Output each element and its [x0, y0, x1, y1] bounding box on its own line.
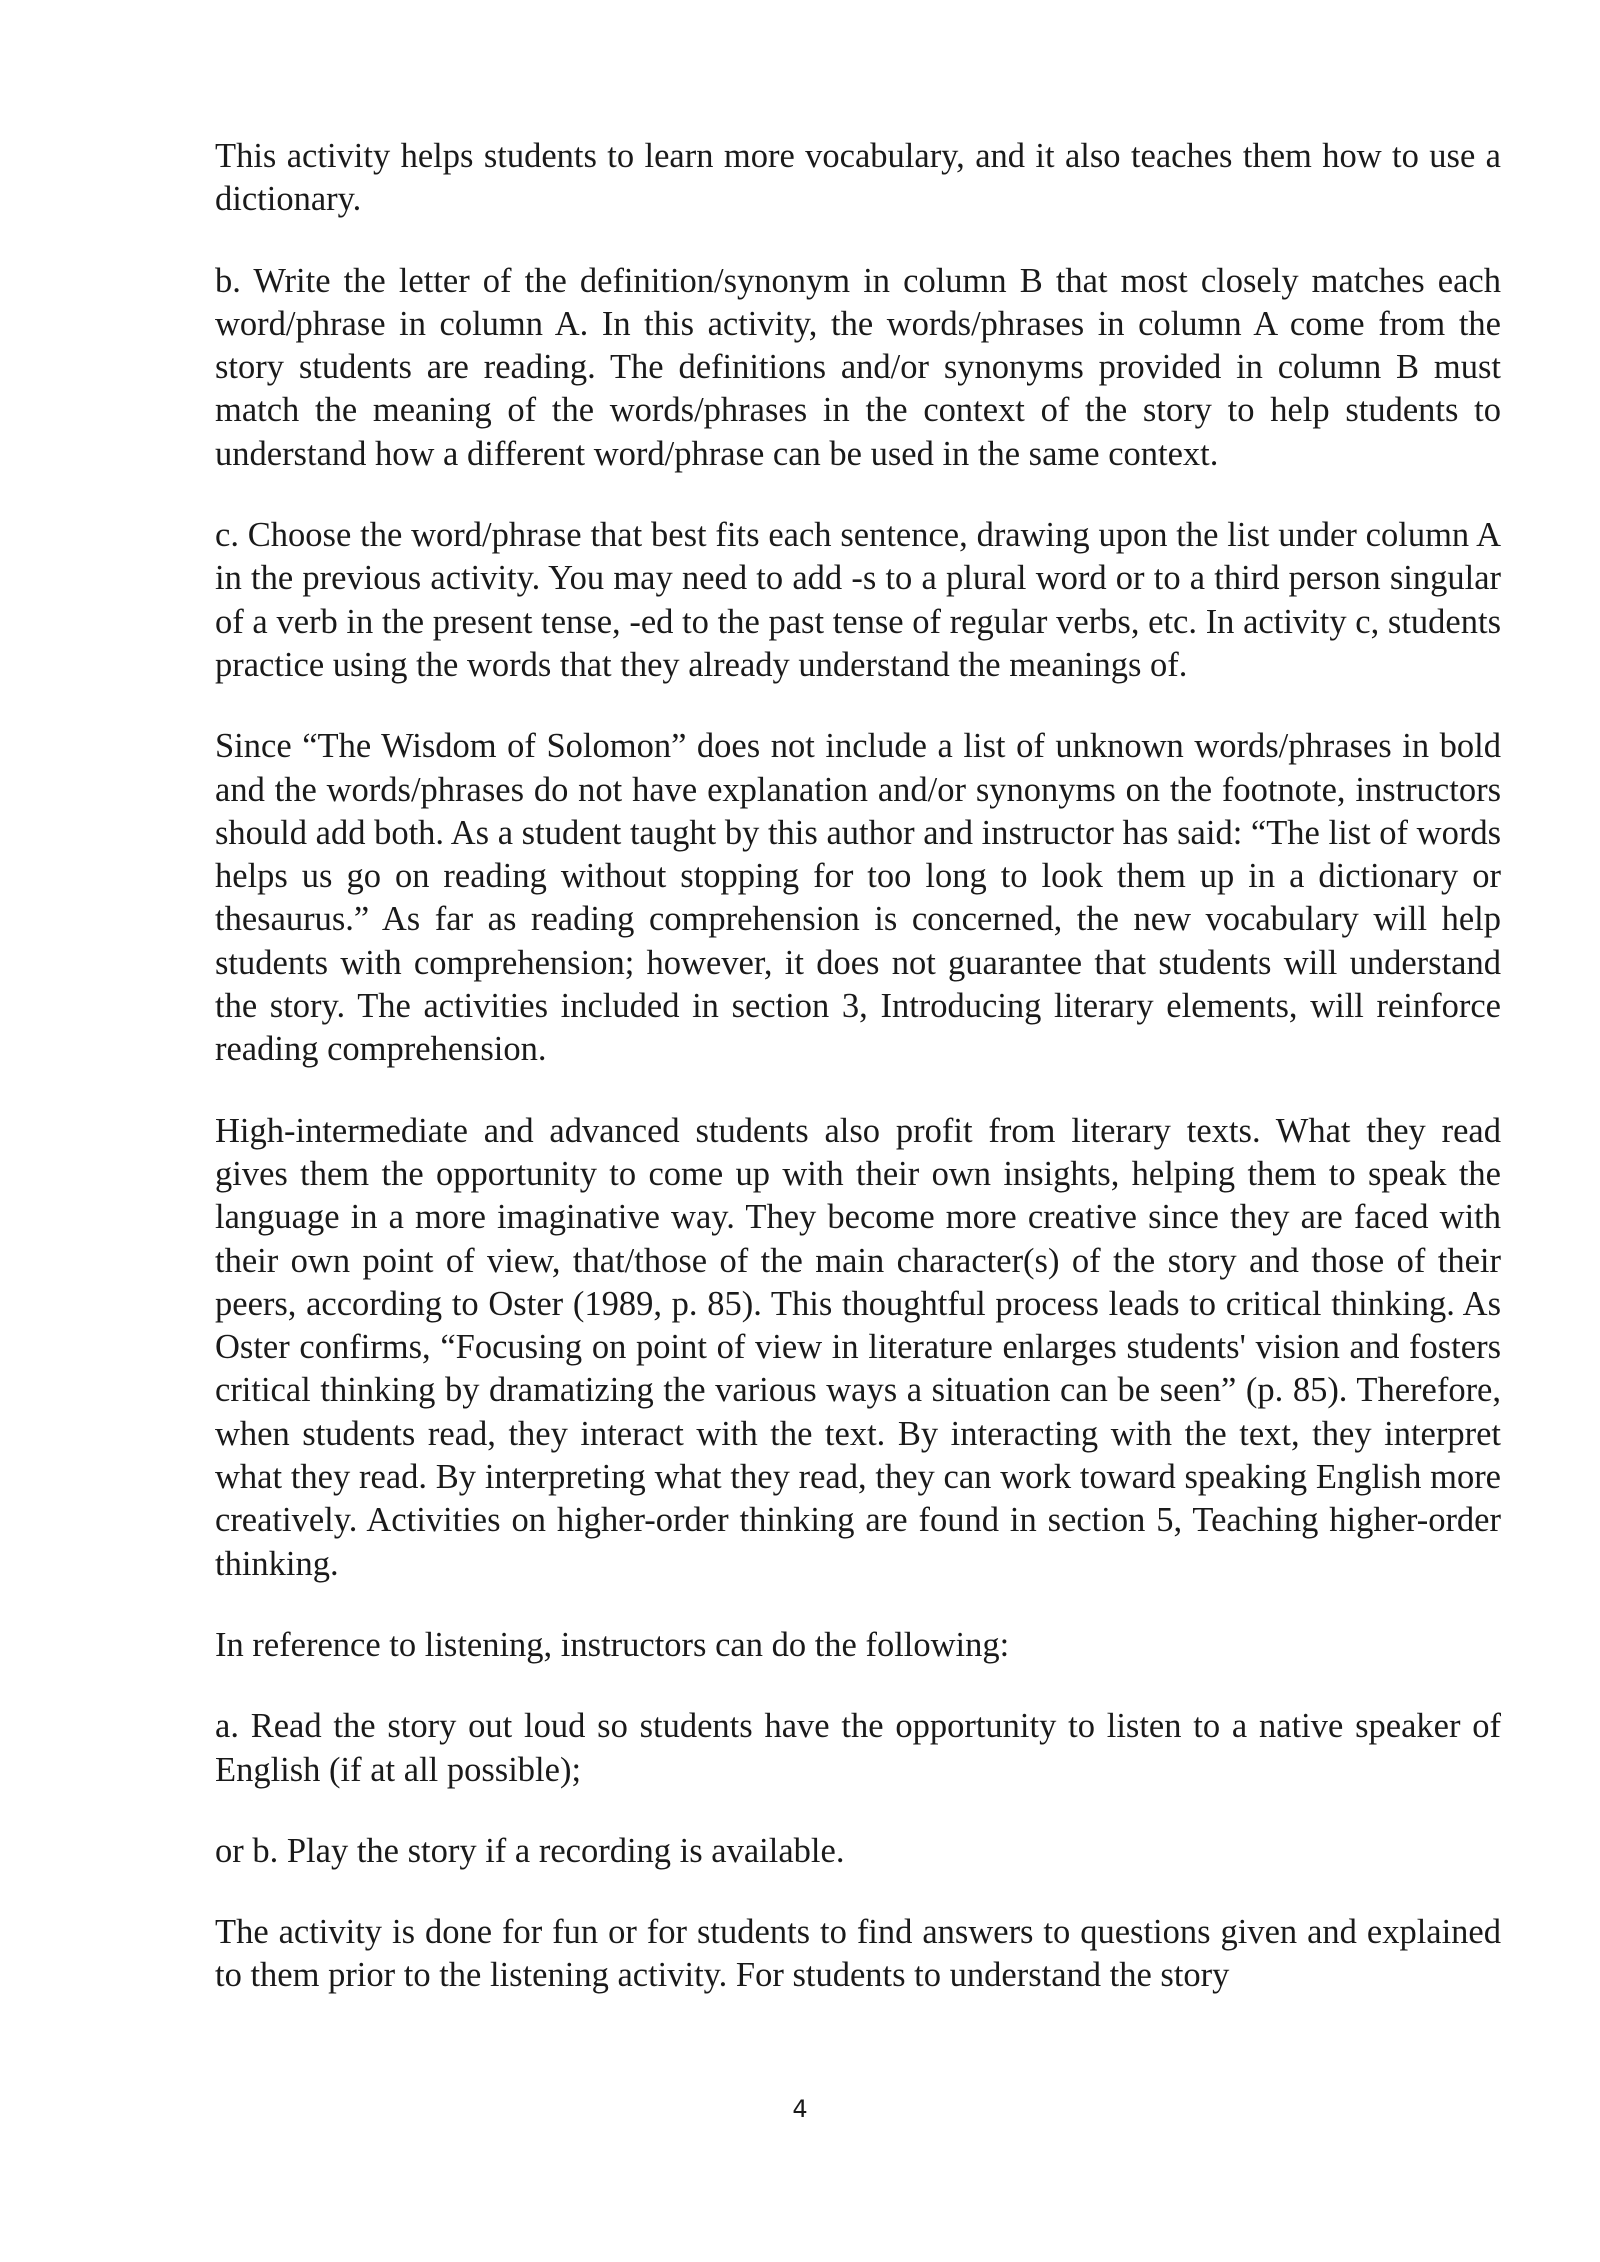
- page-number: 4: [792, 2095, 808, 2123]
- paragraph-vocabulary-intro: This activity helps students to learn more vocabulary, and it also teaches them how to use a dictionary.: [215, 137, 1501, 219]
- paragraph-listening-intro: In reference to listening, instructors can do the following:: [215, 1625, 1010, 1664]
- page-body: [215, 135, 1501, 2036]
- paragraph-listening-option-a: a. Read the story out loud so students have the opportunity to listen to a native speaker of English (if at all possible);: [215, 1707, 1501, 1789]
- paragraph-activity-c: c. Choose the word/phrase that best fits each sentence, drawing upon the list under column A in the previous activity. You may need to add -s to a plural word or to a third person singular of a verb in the present tense, -ed to the past tense of regular verbs, etc. In activity c, students practice using the words that they already understand the meanings of.: [215, 516, 1501, 684]
- paragraph-activity-purpose: The activity is done for fun or for students to find answers to questions given and explained to them prior to the listening activity. For students to understand the story: [215, 1913, 1501, 1995]
- paragraph-activity-b: b. Write the letter of the definition/synonym in column B that most closely matches each word/phrase in column A. In this activity, the words/phrases in column A come from the story students are reading. The definitions and/or synonyms provided in column B must match the meaning of the words/phrases in the context of the story to help students to understand how a different word/phrase can be used in the same context.: [215, 261, 1501, 473]
- paragraph-wisdom-of-solomon: Since “The Wisdom of Solomon” does not include a list of unknown words/phrases in bold and the words/phrases do not have explanation and/or synonyms on the footnote, instructors should add both. As a student taught by this author and instructor has said: “The list of words helps us go on reading without stopping for too long to look them up in a dictionary or thesaurus.” As far as reading comprehension is concerned, the new vocabulary will help students with comprehension; however, it does not guarantee that students will understand the story. The activities included in section 3, Introducing literary elements, will reinforce reading comprehension.: [215, 727, 1501, 1069]
- paragraph-listening-option-b: or b. Play the story if a recording is available.: [215, 1831, 845, 1870]
- paragraph-high-intermediate: High-intermediate and advanced students also profit from literary texts. What they read gives them the opportunity to come up with their own insights, helping them to speak the language in a more imaginative way. They become more creative since they are faced with their own point of view, that/those of the main character(s) of the story and those of their peers, according to Oster (1989, p. 85). This thoughtful process leads to critical thinking. As Oster confirms, “Focusing on point of view in literature enlarges students' vision and fosters critical thinking by dramatizing the various ways a situation can be seen” (p. 85). Therefore, when students read, they interact with the text. By interacting with the text, they interpret what they read. By interpreting what they read, they can work toward speaking English more creatively. Activities on higher-order thinking are found in section 5, Teaching higher-order thinking.: [215, 1111, 1501, 1583]
